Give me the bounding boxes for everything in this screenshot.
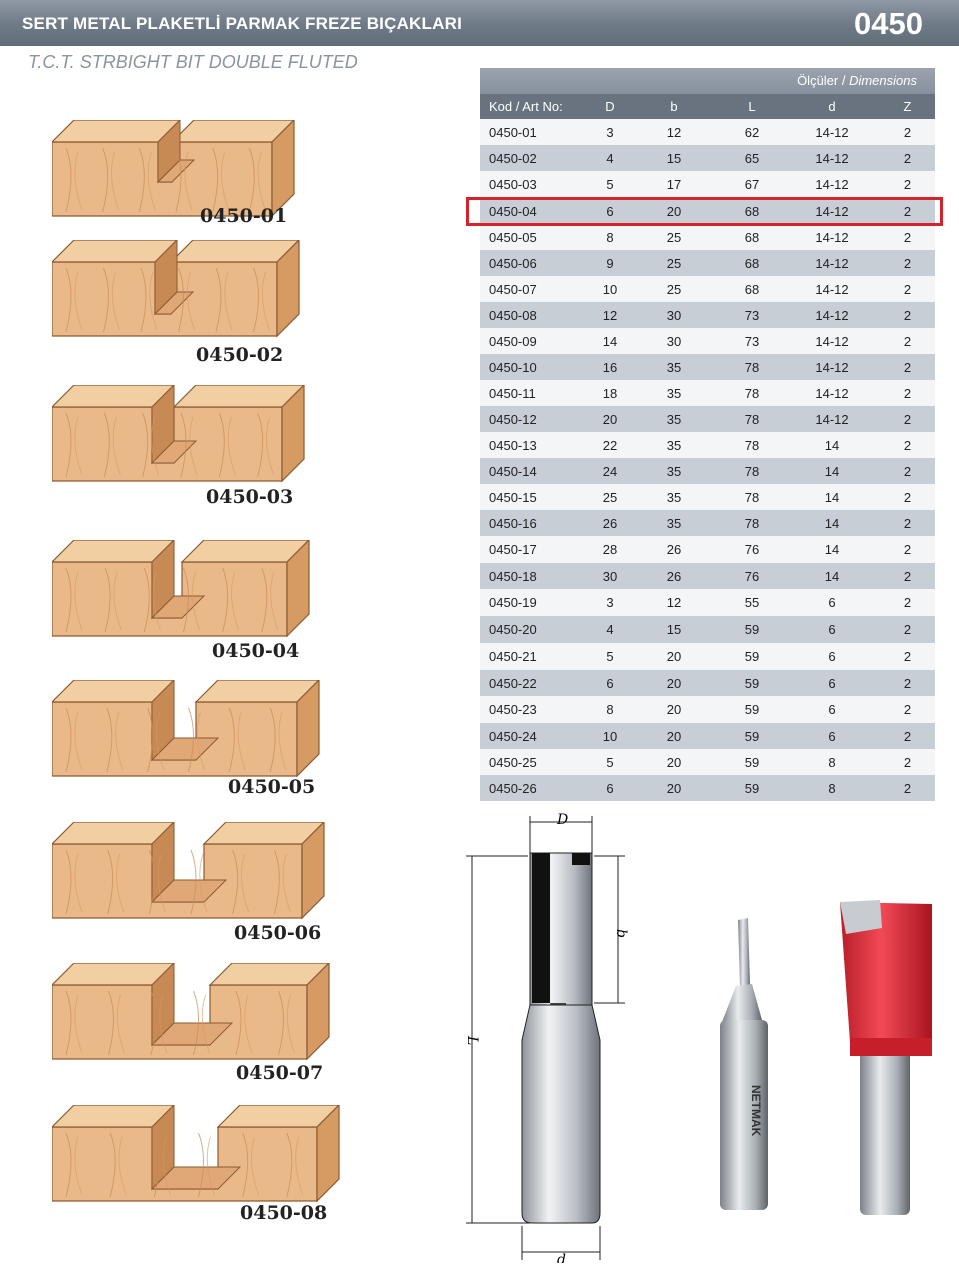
- table-cell: 14-12: [815, 359, 849, 375]
- table-cell: 0450-16: [489, 515, 537, 531]
- table-cell: 14-12: [815, 229, 849, 245]
- table-cell: 6: [828, 649, 836, 664]
- table-cell: 14-12: [815, 255, 849, 271]
- table-cell: 12: [602, 307, 618, 323]
- table-cell: 59: [744, 754, 760, 770]
- wood-block-illustration: [52, 540, 339, 640]
- table-cell: 8: [606, 229, 614, 245]
- table-cell: 30: [666, 333, 682, 349]
- table-cell: 0450-18: [489, 568, 537, 584]
- table-cell: 14: [824, 542, 840, 557]
- large-bit-photo: [840, 900, 932, 1215]
- table-cell: 2: [903, 411, 912, 427]
- table-cell: 0450-26: [489, 780, 537, 796]
- table-cell: 2: [903, 754, 912, 770]
- table-row: [480, 432, 935, 458]
- table-header: [480, 94, 935, 119]
- table-row: [480, 484, 935, 510]
- table-cell: 0450-01: [489, 124, 537, 140]
- block-label: 0450-05: [228, 776, 316, 798]
- table-cell: 0450-05: [489, 229, 537, 245]
- table-cell: 35: [666, 515, 682, 531]
- table-row: [480, 224, 935, 250]
- table-cell: 78: [744, 489, 760, 505]
- dimensions-caption: Ölçüler / Dimensions: [797, 73, 917, 88]
- table-row: [480, 723, 935, 749]
- label-b: b: [613, 929, 629, 938]
- table-cell: 2: [903, 675, 912, 691]
- table-cell: 16: [602, 359, 618, 375]
- table-cell: 2: [903, 359, 912, 375]
- table-cell: 62: [744, 124, 760, 140]
- page-header: [0, 0, 959, 46]
- table-cell: 2: [903, 124, 912, 140]
- col-header-b: b: [670, 99, 678, 114]
- table-cell: 14-12: [815, 124, 849, 140]
- block-label: 0450-03: [206, 486, 294, 508]
- table-cell: 35: [666, 411, 682, 427]
- table-cell: 2: [903, 622, 912, 637]
- table-cell: 59: [744, 728, 760, 744]
- table-cell: 0450-14: [489, 463, 537, 479]
- table-row: [480, 775, 935, 801]
- table-cell: 0450-11: [489, 385, 536, 401]
- wood-block-illustration: [52, 240, 329, 340]
- table-cell: 8: [606, 702, 614, 717]
- table-cell: 4: [606, 622, 614, 637]
- table-cell: 0450-22: [489, 675, 537, 691]
- table-cell: 6: [828, 728, 836, 744]
- table-cell: 59: [744, 675, 760, 691]
- table-cell: 73: [744, 307, 760, 323]
- table-cell: 2: [903, 255, 912, 271]
- label-D: D: [557, 812, 569, 828]
- table-cell: 25: [666, 281, 682, 297]
- product-photos: [700, 890, 945, 1230]
- table-row: [480, 250, 935, 276]
- table-cell: 67: [744, 177, 760, 192]
- table-cell: 78: [744, 515, 760, 531]
- table-cell: 14-12: [815, 411, 849, 427]
- table-cell: 2: [903, 437, 912, 453]
- table-row: [480, 563, 935, 589]
- table-cell: 0450-23: [489, 702, 537, 717]
- table-cell: 0450-02: [489, 150, 537, 166]
- table-row: [480, 171, 935, 198]
- table-cell: 14-12: [815, 385, 849, 401]
- table-cell: 5: [606, 754, 614, 770]
- table-cell: 0450-03: [489, 177, 537, 192]
- col-header-L: L: [748, 99, 756, 114]
- table-cell: 68: [744, 229, 760, 245]
- wood-block-illustration: [52, 1105, 369, 1205]
- table-cell: 15: [666, 150, 682, 166]
- table-cell: 35: [666, 359, 682, 375]
- table-cell: 25: [602, 489, 618, 505]
- table-cell: 2: [903, 229, 912, 245]
- table-cell: 35: [666, 463, 682, 479]
- table-cell: 18: [602, 385, 618, 401]
- table-cell: 78: [744, 359, 760, 375]
- table-cell: 0450-17: [489, 542, 537, 557]
- col-header-d: d: [828, 99, 836, 114]
- table-cell: 5: [606, 649, 614, 664]
- table-cell: 2: [903, 489, 912, 505]
- table-cell: 73: [744, 333, 760, 349]
- table-cell: 20: [666, 649, 682, 664]
- table-cell: 8: [828, 754, 836, 770]
- label-d: d: [557, 1252, 566, 1263]
- table-cell: 10: [602, 728, 618, 744]
- table-cell: 14: [602, 333, 618, 349]
- block-label: 0450-04: [212, 640, 300, 662]
- table-cell: 0450-12: [489, 411, 537, 427]
- table-cell: 20: [666, 675, 682, 691]
- table-cell: 28: [602, 542, 618, 557]
- table-cell: 6: [828, 675, 836, 691]
- table-cell: 0450-04: [489, 203, 537, 219]
- table-row: [480, 589, 935, 616]
- table-cell: 0450-21: [489, 649, 537, 664]
- page-subtitle: T.C.T. STRBIGHT BIT DOUBLE FLUTED: [28, 52, 358, 72]
- table-cell: 0450-10: [489, 359, 537, 375]
- table-cell: 2: [903, 702, 912, 717]
- label-L: L: [464, 1036, 480, 1046]
- table-cell: 0450-15: [489, 489, 537, 505]
- table-cell: 2: [903, 542, 912, 557]
- table-cell: 55: [744, 595, 760, 610]
- table-cell: 78: [744, 437, 760, 453]
- table-row: [480, 302, 935, 328]
- table-cell: 0450-09: [489, 333, 537, 349]
- table-cell: 17: [666, 177, 682, 192]
- table-cell: 20: [666, 754, 682, 770]
- table-cell: 14: [824, 568, 840, 584]
- table-cell: 26: [666, 568, 682, 584]
- block-label: 0450-07: [236, 1062, 324, 1084]
- small-bit-photo: [720, 918, 768, 1210]
- table-cell: 78: [744, 411, 760, 427]
- table-cell: 5: [606, 177, 614, 192]
- table-cell: 6: [606, 780, 614, 796]
- table-cell: 6: [828, 595, 836, 610]
- table-cell: 78: [744, 463, 760, 479]
- block-label: 0450-01: [200, 205, 288, 227]
- table-row: [480, 616, 935, 643]
- table-cell: 68: [744, 203, 760, 219]
- table-cell: 4: [606, 150, 614, 166]
- table-cell: 30: [602, 568, 618, 584]
- wood-block-illustration: [52, 822, 354, 922]
- brand-text: NETMAK: [749, 1085, 763, 1137]
- table-cell: 14: [824, 489, 840, 505]
- table-cell: 6: [606, 203, 614, 219]
- table-cell: 14-12: [815, 203, 849, 219]
- table-cell: 26: [602, 515, 618, 531]
- table-cell: 59: [744, 702, 760, 717]
- table-cell: 2: [903, 649, 912, 664]
- table-row: [480, 696, 935, 723]
- table-row: [480, 536, 935, 563]
- col-header-D: D: [605, 99, 615, 114]
- table-cell: 30: [666, 307, 682, 323]
- table-cell: 76: [744, 568, 760, 584]
- block-label: 0450-08: [240, 1202, 328, 1224]
- block-label: 0450-02: [196, 344, 284, 366]
- table-cell: 14-12: [815, 177, 849, 192]
- table-cell: 2: [903, 281, 912, 297]
- table-cell: 2: [903, 595, 912, 610]
- col-header-code: Kod / Art No:: [489, 99, 563, 114]
- table-cell: 59: [744, 622, 760, 637]
- table-cell: 59: [744, 649, 760, 664]
- table-cell: 68: [744, 281, 760, 297]
- table-row: [480, 458, 935, 484]
- table-row: [480, 670, 935, 696]
- table-cell: 3: [606, 124, 614, 140]
- table-cell: 2: [903, 177, 912, 192]
- table-cell: 0450-24: [489, 728, 537, 744]
- table-cell: 2: [903, 203, 912, 219]
- table-cell: 24: [602, 463, 618, 479]
- table-cell: 10: [602, 281, 618, 297]
- table-cell: 12: [666, 124, 682, 140]
- table-cell: 0450-19: [489, 595, 537, 610]
- table-cell: 20: [666, 702, 682, 717]
- table-cell: 2: [903, 515, 912, 531]
- table-row: [480, 119, 935, 145]
- table-cell: 6: [606, 675, 614, 691]
- table-row: [480, 749, 935, 775]
- table-cell: 35: [666, 437, 682, 453]
- table-row: [480, 643, 935, 670]
- table-cell: 2: [903, 385, 912, 401]
- table-cell: 2: [903, 150, 912, 166]
- table-cell: 14-12: [815, 281, 849, 297]
- table-cell: 2: [903, 333, 912, 349]
- table-cell: 6: [828, 622, 836, 637]
- table-cell: 20: [666, 728, 682, 744]
- table-cell: 12: [666, 595, 682, 610]
- table-cell: 14: [824, 515, 840, 531]
- table-cell: 59: [744, 780, 760, 796]
- table-cell: 2: [903, 728, 912, 744]
- table-cell: 25: [666, 255, 682, 271]
- table-cell: 15: [666, 622, 682, 637]
- table-cell: 35: [666, 385, 682, 401]
- table-cell: 22: [602, 437, 618, 453]
- table-cell: 14: [824, 437, 840, 453]
- wood-block-illustration: [52, 963, 359, 1063]
- bit-schematic: [460, 808, 640, 1263]
- table-cell: 0450-08: [489, 307, 537, 323]
- table-cell: 0450-20: [489, 622, 537, 637]
- table-row: [480, 145, 935, 171]
- table-cell: 65: [744, 150, 760, 166]
- highlighted-row-frame: [466, 197, 943, 226]
- table-cell: 3: [606, 595, 614, 610]
- table-cell: 14-12: [815, 150, 849, 166]
- table-cell: 14-12: [815, 333, 849, 349]
- table-cell: 2: [903, 568, 912, 584]
- dimensions-table: [480, 68, 935, 801]
- table-cell: 20: [602, 411, 618, 427]
- table-cell: 0450-06: [489, 255, 537, 271]
- table-cell: 8: [828, 780, 836, 796]
- table-row: [480, 328, 935, 354]
- table-cell: 25: [666, 229, 682, 245]
- wood-block-illustration: [52, 385, 334, 485]
- table-cell: 20: [666, 203, 682, 219]
- table-cell: 26: [666, 542, 682, 557]
- table-cell: 0450-13: [489, 437, 537, 453]
- table-cell: 20: [666, 780, 682, 796]
- table-cell: 9: [606, 255, 614, 271]
- wood-block-illustration: [52, 680, 349, 780]
- table-cell: 6: [828, 702, 836, 717]
- table-cell: 0450-07: [489, 281, 537, 297]
- table-cell: 14: [824, 463, 840, 479]
- table-cell: 2: [903, 780, 912, 796]
- table-cell: 68: [744, 255, 760, 271]
- table-row: [480, 276, 935, 302]
- table-cell: 78: [744, 385, 760, 401]
- table-cell: 35: [666, 489, 682, 505]
- table-row: [480, 380, 935, 406]
- page-title: SERT METAL PLAKETLİ PARMAK FREZE BIÇAKLARI: [22, 14, 462, 33]
- table-cell: 0450-25: [489, 754, 537, 770]
- table-cell: 2: [903, 307, 912, 323]
- table-row: [480, 354, 935, 380]
- table-row: [480, 406, 935, 432]
- table-cell: 76: [744, 542, 760, 557]
- dimensions-caption-row: [480, 68, 935, 94]
- product-code: 0450: [854, 6, 923, 41]
- table-cell: 2: [903, 463, 912, 479]
- table-cell: 14-12: [815, 307, 849, 323]
- block-label: 0450-06: [234, 922, 322, 944]
- table-row: [480, 510, 935, 536]
- col-header-Z: Z: [903, 99, 912, 114]
